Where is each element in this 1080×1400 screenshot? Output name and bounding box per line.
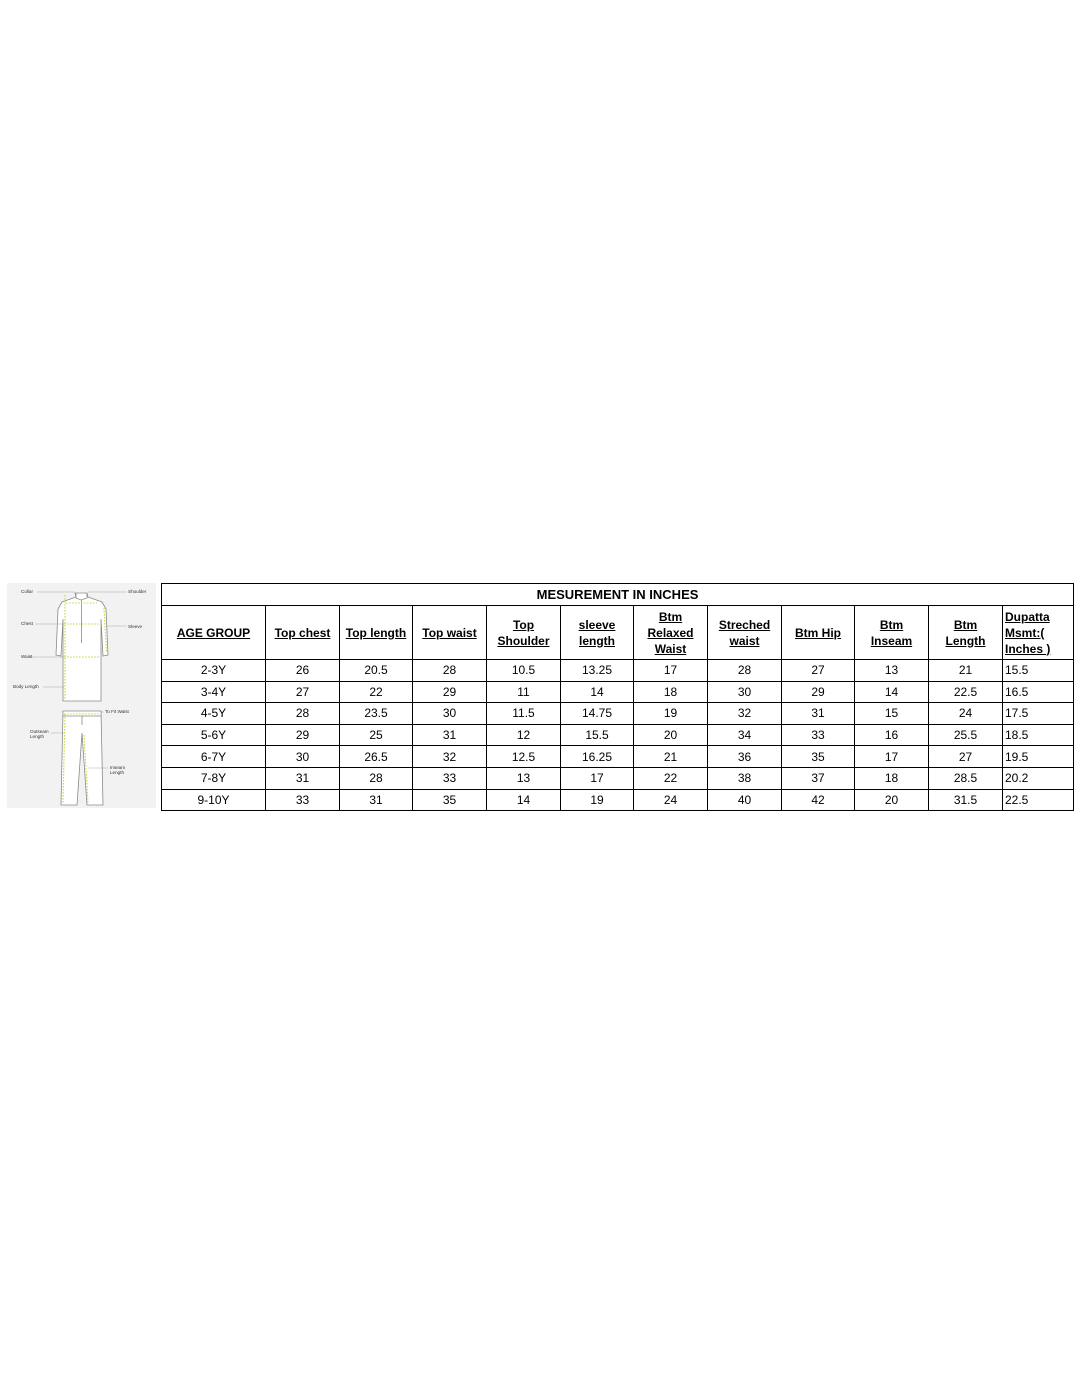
pajama-shape: [61, 711, 103, 805]
measurement-cell: 11.5: [487, 703, 561, 725]
table-title: MESUREMENT IN INCHES: [162, 584, 1074, 606]
measurement-cell: 30: [708, 681, 782, 703]
measurement-cell: 21: [929, 660, 1003, 682]
measurement-cell: 26.5: [340, 746, 413, 768]
measurement-cell: 28: [340, 767, 413, 789]
measurement-cell: 28: [266, 703, 340, 725]
column-header: [708, 606, 782, 660]
measurement-cell: 35: [782, 746, 855, 768]
table-row: [162, 681, 1074, 703]
measurement-cell: 40: [708, 789, 782, 811]
collar-label: Collar: [21, 589, 33, 594]
waist-label: Waist: [21, 654, 33, 659]
inseam-length-label: [110, 765, 126, 775]
measurement-cell: 30: [413, 703, 487, 725]
measurement-cell: 13: [855, 660, 929, 682]
measurement-cell: 28.5: [929, 767, 1003, 789]
measurement-cell: 38: [708, 767, 782, 789]
age-group-cell: 7-8Y: [162, 767, 266, 789]
table-row: [162, 767, 1074, 789]
inseam-length-line-1: Inseam: [110, 765, 126, 770]
measurement-cell: 31: [266, 767, 340, 789]
measurement-cell: 17: [855, 746, 929, 768]
measurement-cell: 36: [708, 746, 782, 768]
measurement-cell: 15.5: [561, 724, 634, 746]
size-chart-body: [162, 584, 1074, 811]
measurement-cell: 32: [708, 703, 782, 725]
measurement-cell: 25: [340, 724, 413, 746]
age-group-cell: 6-7Y: [162, 746, 266, 768]
measurement-cell: 18.5: [1003, 724, 1074, 746]
measurement-cell: 20: [634, 724, 708, 746]
table-title-row: [162, 584, 1074, 606]
measurement-cell: 12: [487, 724, 561, 746]
measurement-cell: 25.5: [929, 724, 1003, 746]
measurement-cell: 15.5: [1003, 660, 1074, 682]
measurement-cell: 17: [634, 660, 708, 682]
measurement-cell: 19: [634, 703, 708, 725]
column-header-text: Top Shoulder: [497, 617, 550, 648]
table-row: [162, 703, 1074, 725]
column-header-text: Top chest: [274, 625, 331, 640]
measurement-cell: 33: [413, 767, 487, 789]
measurement-cell: 17: [561, 767, 634, 789]
measurement-cell: 27: [782, 660, 855, 682]
measurement-cell: 11: [487, 681, 561, 703]
measurement-cell: 13.25: [561, 660, 634, 682]
column-header-text: Btm Relaxed Waist: [647, 609, 694, 656]
column-header-text: Btm Length: [945, 617, 986, 648]
column-header: [340, 606, 413, 660]
measurement-cell: 12.5: [487, 746, 561, 768]
outseam-length-line-2: Length: [30, 734, 45, 740]
kurta-shape: [56, 593, 108, 701]
measurement-cell: 22: [340, 681, 413, 703]
measurement-cell: 37: [782, 767, 855, 789]
measurement-cell: 34: [708, 724, 782, 746]
measurement-cell: 23.5: [340, 703, 413, 725]
measurement-cell: 24: [634, 789, 708, 811]
table-row: [162, 789, 1074, 811]
measurement-cell: 19: [561, 789, 634, 811]
age-group-cell: 2-3Y: [162, 660, 266, 682]
age-group-cell: 3-4Y: [162, 681, 266, 703]
to-fit-waist-label: To Fit Waist: [105, 709, 129, 714]
measurement-cell: 27: [929, 746, 1003, 768]
measurement-cell: 10.5: [487, 660, 561, 682]
measurement-cell: 13: [487, 767, 561, 789]
measurement-cell: 14.75: [561, 703, 634, 725]
column-header: [162, 606, 266, 660]
measurement-cell: 30: [266, 746, 340, 768]
measurement-cell: 29: [413, 681, 487, 703]
inseam-length-line-2: Length: [110, 770, 125, 776]
measurement-cell: 20.2: [1003, 767, 1074, 789]
measurement-cell: 28: [413, 660, 487, 682]
measurement-cell: 22.5: [1003, 789, 1074, 811]
measurement-cell: 20.5: [340, 660, 413, 682]
measurement-cell: 26: [266, 660, 340, 682]
table-row: [162, 660, 1074, 682]
measurement-cell: 29: [782, 681, 855, 703]
column-header-text: sleeve length: [578, 617, 616, 648]
table-header-row: [162, 606, 1074, 660]
measurement-cell: 17.5: [1003, 703, 1074, 725]
column-header: [929, 606, 1003, 660]
measurement-cell: 21: [634, 746, 708, 768]
measurement-cell: 16.5: [1003, 681, 1074, 703]
measurement-cell: 24: [929, 703, 1003, 725]
chest-label: Chest: [21, 621, 34, 626]
column-header-text: Btm Hip: [795, 625, 841, 640]
table-row: [162, 724, 1074, 746]
measurement-cell: 18: [855, 767, 929, 789]
body-length-label: Body Length: [13, 684, 39, 689]
measurement-cell: 31.5: [929, 789, 1003, 811]
age-group-cell: 9-10Y: [162, 789, 266, 811]
measurement-cell: 16: [855, 724, 929, 746]
measurement-cell: 33: [782, 724, 855, 746]
measurement-cell: 35: [413, 789, 487, 811]
measurement-cell: 19.5: [1003, 746, 1074, 768]
column-header-text: Top waist: [422, 625, 477, 640]
table-row: [162, 746, 1074, 768]
measurement-cell: 22: [634, 767, 708, 789]
column-header: [266, 606, 340, 660]
measurement-cell: 14: [855, 681, 929, 703]
measurement-cell: 18: [634, 681, 708, 703]
measurement-cell: 14: [487, 789, 561, 811]
measurement-cell: 31: [340, 789, 413, 811]
column-header: [1003, 606, 1074, 660]
outseam-length-line-1: Outseam: [30, 729, 49, 734]
shoulder-label: Shoulder: [128, 589, 147, 594]
column-header-text: Btm Inseam: [870, 617, 913, 648]
measurement-cell: 22.5: [929, 681, 1003, 703]
column-header: [561, 606, 634, 660]
column-header-text: AGE GROUP: [176, 625, 251, 640]
age-group-cell: 4-5Y: [162, 703, 266, 725]
column-header: [855, 606, 929, 660]
column-header: [487, 606, 561, 660]
measurement-cell: 15: [855, 703, 929, 725]
column-header-text: Top length: [345, 625, 407, 640]
column-header: [634, 606, 708, 660]
column-header-text: Dupatta Msmt:( Inches ): [1005, 609, 1051, 656]
column-header-text: Streched waist: [718, 617, 771, 648]
column-header: [782, 606, 855, 660]
measurement-cell: 28: [708, 660, 782, 682]
measurement-cell: 27: [266, 681, 340, 703]
measurement-cell: 32: [413, 746, 487, 768]
size-chart-table: [161, 583, 1074, 811]
measurement-cell: 29: [266, 724, 340, 746]
measurement-cell: 16.25: [561, 746, 634, 768]
garment-measurement-diagram: [7, 583, 156, 808]
measurement-cell: 33: [266, 789, 340, 811]
measurement-cell: 31: [782, 703, 855, 725]
measurement-cell: 20: [855, 789, 929, 811]
measurement-cell: 31: [413, 724, 487, 746]
sleeve-label: Sleeve: [128, 624, 143, 629]
age-group-cell: 5-6Y: [162, 724, 266, 746]
measurement-cell: 14: [561, 681, 634, 703]
outseam-length-label: [30, 729, 50, 739]
column-header: [413, 606, 487, 660]
measurement-cell: 42: [782, 789, 855, 811]
kurta-pajama-illustration: [7, 583, 156, 808]
